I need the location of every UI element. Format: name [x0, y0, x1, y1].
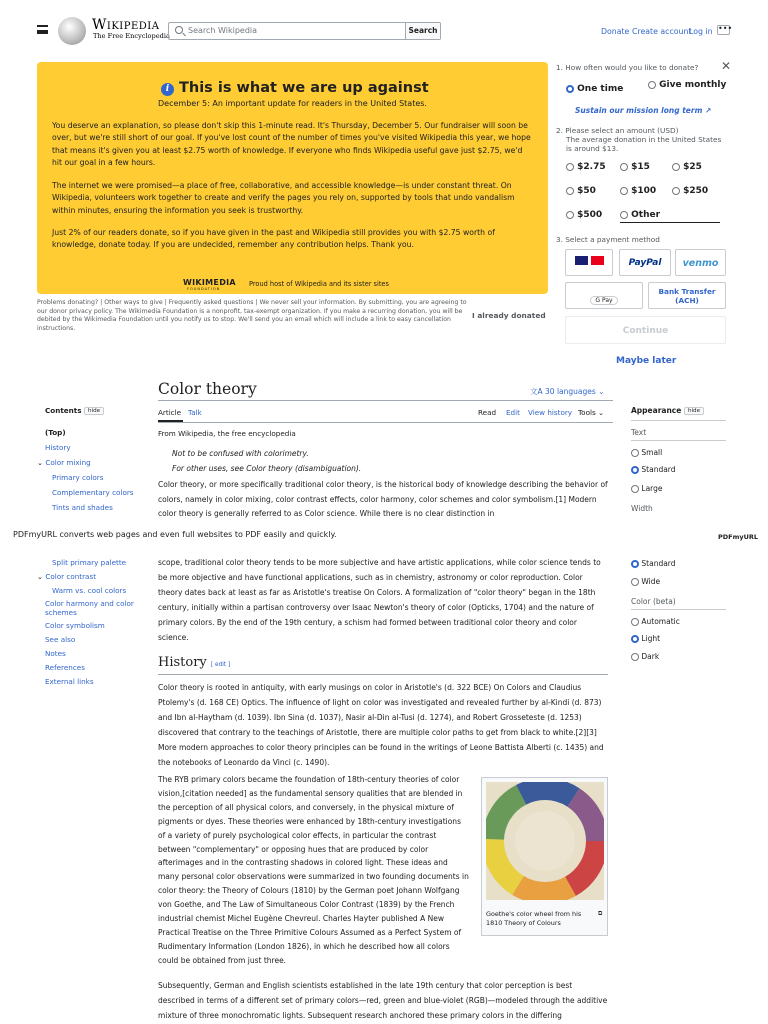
appearance-heading: Appearance hide — [631, 406, 704, 415]
radio-icon — [672, 163, 680, 171]
toc-list-top — [37, 428, 147, 513]
toc-hide-button[interactable]: hide — [84, 407, 104, 415]
search-box[interactable] — [168, 22, 441, 40]
width-label: Width — [631, 504, 653, 513]
pdfmyurl-logo: PDFmyURL — [718, 533, 759, 541]
color-light[interactable]: Light — [631, 634, 660, 643]
radio-icon — [566, 187, 574, 195]
radio-icon — [631, 635, 639, 643]
article-body-top — [158, 426, 613, 522]
toc-item[interactable]: ⌄ Color mixing — [37, 458, 91, 467]
hatnote: Not to be confused with colorimetry. — [172, 449, 309, 458]
lead-paragraph: Color theory, or more specifically traditional color theory, is the historical body of knowledge describing the behavior of colors, namely in color mixing, color contrast effects, color harmony, color schemes and color symbolism.[1] Modern color theory is generally referred to as Color science. While there is no clear distinction in — [158, 480, 608, 518]
tab-view-history[interactable]: View history — [528, 408, 573, 417]
login-link[interactable]: Log in — [689, 27, 713, 36]
radio-icon — [672, 187, 680, 195]
radio-icon — [631, 466, 639, 474]
toc-item[interactable]: ⌄ Color contrast — [37, 572, 97, 581]
text-size-label: Text — [631, 428, 647, 437]
tools-menu[interactable]: Tools ⌄ — [578, 408, 605, 417]
card-payment-button[interactable] — [565, 249, 613, 276]
banner-subtitle: December 5: An important update for readers in the United States. — [158, 99, 427, 108]
amount-question: 2. Please select an amount (USD) — [556, 126, 679, 135]
toc-item[interactable]: Tints and shades — [52, 503, 113, 512]
radio-icon — [631, 653, 639, 661]
toc-item[interactable]: Warm vs. cool colors — [52, 586, 127, 595]
history-heading: History [ edit ] — [158, 655, 231, 670]
pdf-banner — [0, 525, 768, 553]
paypal-button[interactable]: PayPal — [619, 249, 671, 276]
fundraising-banner — [37, 62, 548, 294]
wikimedia-logo: WIKIMEDIA — [183, 278, 236, 287]
wikipedia-globe-logo[interactable] — [58, 17, 86, 45]
history-paragraph: Color theory is rooted in antiquity, with early musings on color in Aristotle's (d. 322 BCE) On Colors and Claudius Ptolemy's (d. 168 CE) Optics. The influence of light on color was investigated and revealed further by al-Kindi (d. 873) and Ibn al-Haytham (d. 1039). Ibn Sina (d. 1037), Nasir al-Din al-Tusi (d. 1274), and Robert Grosseteste (d. 1253) discovered that contrary to the teachings of Aristotle, there are multiple color paths to get from black to white.[2][3] More modern approaches to color theory principles can be found in the writings of Leone Battista Alberti (c. 1435) and the notebooks of Leonardo da Vinci (c. 1490). — [158, 683, 604, 767]
site-header — [0, 0, 768, 60]
info-icon: i — [161, 83, 174, 96]
goethe-color-wheel-figure[interactable] — [481, 777, 608, 936]
language-button[interactable]: 文A 30 languages ⌄ — [530, 387, 605, 396]
wikimedia-logo-sub: FOUNDATION — [187, 287, 221, 291]
lead-paragraph-cont: scope, traditional color theory tends to be more subjective and have artistic applications, while color science tends to be more objective and have functional applications, such as in chemistry, astronomy or color reproduction. Color theory dates back at least as far as Aristotle's treatise On Colors. A formalization of "color theory" began in the 18th century, initially within a partisan controversy over Isaac Newton's theory of color (Opticks, 1704) and the nature of primary colors. By the end of the 19th century, a schism had formed between traditional color theory and color science. — [158, 558, 601, 642]
color-label: Color (beta) — [631, 597, 676, 606]
tab-edit[interactable]: Edit — [506, 408, 520, 417]
other-amount-field[interactable]: Other — [620, 210, 720, 223]
width-wide[interactable]: Wide — [631, 577, 660, 586]
hatnote: For other uses, see Color theory (disambiguation). — [172, 464, 362, 473]
create-account-link[interactable]: Create account — [632, 27, 692, 36]
toc-item[interactable]: Complementary colors — [52, 488, 134, 497]
language-icon: 文A — [530, 387, 543, 396]
one-time-option[interactable] — [566, 84, 623, 94]
main-menu-icon[interactable] — [37, 25, 48, 34]
gpay-icon: G Pay — [590, 296, 617, 305]
page-title: Color theory — [158, 380, 257, 398]
amount-note: The average donation in the United States is around $13. — [566, 135, 722, 153]
pdf-banner-text[interactable]: PDFmyURL converts web pages and even full websites to PDF easily and quickly. — [13, 530, 337, 539]
toc-item[interactable]: Color harmony and color schemes — [45, 599, 134, 617]
amount-option[interactable]: $2.75 — [566, 162, 606, 172]
toc-item[interactable]: External links — [45, 677, 94, 686]
chevron-down-icon: ⌄ — [598, 408, 605, 417]
close-icon[interactable]: ✕ — [721, 59, 732, 73]
amount-option[interactable]: $500 — [566, 210, 602, 220]
amount-option[interactable]: $250 — [672, 186, 708, 196]
toc-item[interactable]: See also — [45, 635, 76, 644]
radio-icon — [631, 485, 639, 493]
chevron-down-icon: ⌄ — [598, 387, 605, 396]
radio-icon — [620, 187, 628, 195]
radio-icon — [566, 163, 574, 171]
toc-item[interactable]: References — [45, 663, 85, 672]
search-icon — [175, 26, 183, 34]
amount-option[interactable]: $25 — [672, 162, 702, 172]
tab-article[interactable]: Article — [158, 408, 182, 417]
amount-option[interactable]: $100 — [620, 186, 656, 196]
radio-icon — [566, 211, 574, 219]
wordmark[interactable]: Wikipedia — [92, 17, 160, 33]
toc-item[interactable]: History — [45, 443, 71, 452]
banner-paragraph: Just 2% of our readers donate, so if you have given in the past and Wikipedia still provides you with $2.75 worth of knowledge, donate today. If you are undecided, remember any contribution helps. Thank you. — [52, 228, 495, 250]
fine-print[interactable]: Problems donating? | Other ways to give | Frequently asked questions | We never sell your information. By submitting, you are agreeing to our donor privacy policy. The Wikimedia Foundation is a nonprofit, tax-exempt organization. If you make a recurring donation, you will be debited by the Wikimedia Foundation until you notify us to stop. We'll send you an email which will include a link to easy cancellation instructions. — [37, 299, 467, 332]
venmo-button[interactable]: venmo — [675, 249, 726, 276]
search-button[interactable]: Search — [405, 23, 440, 39]
gpay-button[interactable] — [565, 282, 643, 309]
width-standard[interactable]: Standard — [631, 559, 676, 568]
radio-icon — [631, 449, 639, 457]
frequency-question: 1. How often would you like to donate? — [556, 63, 699, 72]
banner-paragraph: The internet we were promised—a place of free, collaborative, and accessible knowledge—is under constant threat. On Wikipedia, volunteers work together to create and verify the pages you rely on, supported by tools that undo vandalism within minutes, ensuring the information you seek is trustworthy. — [52, 181, 515, 215]
continue-button[interactable]: Continue — [565, 316, 726, 344]
toc-heading: Contents hide — [45, 406, 104, 415]
one-time-label: One time — [577, 84, 624, 94]
monthly-label: Give monthly — [659, 80, 727, 90]
history-paragraph: The RYB primary colors became the foundation of 18th-century theories of color vision,[citation needed] as the fundamental sensory qualities that are blended in the perception of all physical colors, and conversely, in the physical mixture of pigments or dyes. These theories were enhanced by 18th-century investigations of a variety of purely psychological color effects, in particular the contrast between "complementary" or opposing hues that are produced by color afterimages and in the contrasting shadows in colored light. These ideas and many personal color observations were summarized in two founding documents in color theory: the Theory of Colours (1810) by the German poet Johann Wolfgang von Goethe, and The Law of Simultaneous Color Contrast (1839) by the French industrial chemist Michel Eugène Chevreul. Charles Hayter published A New Practical Treatise on the Three Primitive Colours Assumed as a Perfect System of Rudimentary Information (London 1826), in which he described how all colors could be obtained from just three. — [158, 775, 469, 965]
sustain-link[interactable]: Sustain our mission long term ↗ — [575, 106, 712, 115]
already-donated-link[interactable]: I already donated — [472, 311, 546, 320]
toc-item[interactable]: Notes — [45, 649, 66, 658]
tab-talk[interactable]: Talk — [188, 408, 202, 417]
color-wheel-image — [486, 782, 604, 900]
donate-link[interactable]: Donate — [601, 27, 630, 36]
radio-icon — [566, 85, 574, 93]
toc-list-bottom — [37, 558, 147, 687]
radio-icon — [631, 560, 639, 568]
toc-item[interactable]: Primary colors — [52, 473, 104, 482]
banner-paragraph: You deserve an explanation, so please don't skip this 1-minute read. It's Thursday, December 5. Our fundraiser will soon be over, but we're still short of our goal. If you've lost count of the number of times you've visited Wikipedia this year, we hope that means it's given you at least $2.75 worth of knowledge. If everyone who finds Wikipedia useful gave just $2.75, we'd hit our goal in a few hours. — [52, 121, 531, 167]
monthly-option[interactable] — [648, 80, 728, 90]
amount-option[interactable]: $15 — [620, 162, 650, 172]
color-dark[interactable]: Dark — [631, 652, 659, 661]
chevron-down-icon: ⌄ — [37, 572, 44, 581]
from-wikipedia: From Wikipedia, the free encyclopedia — [158, 429, 296, 438]
color-automatic[interactable]: Automatic — [631, 617, 680, 626]
radio-icon — [620, 163, 628, 171]
visa-icon — [575, 256, 588, 265]
enlarge-icon[interactable]: ⧉ — [598, 910, 603, 917]
history-paragraph: Subsequently, German and English scientists established in the late 19th century that color perception is best described in terms of a different set of primary colors—red, green and blue-violet (RGB)—modeled through the additive mixture of three monochromatic lights. Subsequent research anchored these primary colors in the differing — [158, 981, 608, 1020]
more-options-icon[interactable]: ••• — [718, 24, 733, 33]
radio-icon — [631, 618, 639, 626]
maybe-later-link[interactable]: Maybe later — [616, 356, 677, 366]
figure-caption: Goethe's color wheel from his 1810 Theory of Colours — [486, 910, 582, 927]
toc-item[interactable]: Color symbolism — [45, 621, 105, 630]
toc-item[interactable]: (Top) — [45, 428, 66, 437]
radio-icon — [631, 578, 639, 586]
wmf-host-text: Proud host of Wikipedia and its sister sites — [249, 280, 389, 288]
appearance-hide-button[interactable]: hide — [684, 407, 704, 415]
edit-section-link[interactable]: [ edit ] — [210, 662, 231, 668]
bank-transfer-button[interactable]: Bank Transfer (ACH) — [648, 282, 726, 309]
payment-question: 3. Select a payment method — [556, 235, 660, 244]
mastercard-icon — [591, 256, 604, 265]
amount-option[interactable]: $50 — [566, 186, 596, 196]
radio-icon — [620, 211, 628, 219]
search-input[interactable]: Search Wikipedia — [188, 26, 258, 35]
tagline: The Free Encyclopedia — [93, 32, 170, 40]
banner-title: This is what we are up against — [179, 80, 429, 96]
text-size-standard[interactable]: Standard — [631, 465, 676, 474]
text-size-large[interactable]: Large — [631, 484, 663, 493]
text-size-small[interactable]: Small — [631, 448, 662, 457]
tab-read[interactable]: Read — [478, 408, 497, 417]
radio-icon — [648, 81, 656, 89]
toc-item[interactable]: Split primary palette — [52, 558, 127, 567]
chevron-down-icon: ⌄ — [37, 458, 44, 467]
